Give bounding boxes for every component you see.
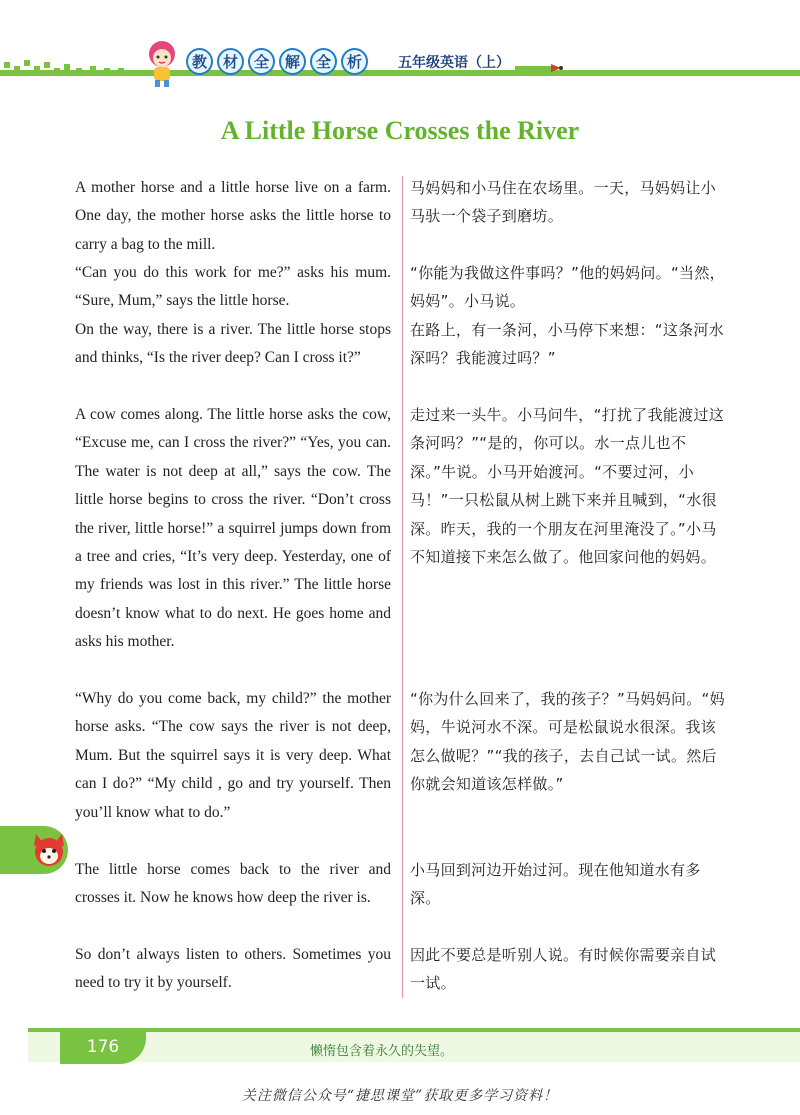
grade-label: 五年级英语（上） [398, 55, 510, 71]
series-char: 全 [248, 48, 275, 75]
column-divider [402, 176, 403, 998]
checker-decoration-icon [0, 56, 140, 76]
series-char: 解 [279, 48, 306, 75]
english-paragraph: The little horse comes back to the river and crosses it. Now he knows how deep the river is. [75, 861, 391, 907]
series-title-badges [186, 48, 368, 78]
chinese-paragraph: 因此不要总是听别人说。有时候你需要亲自试一试。 [410, 946, 717, 993]
english-paragraph: So don’t always listen to others. Sometimes you need to try it by yourself. [75, 946, 391, 992]
chinese-paragraph: “你为什么回来了，我的孩子？”马妈妈问。“妈妈，牛说河水不深。可是松鼠说水很深。我该怎么做呢？”“我的孩子，去自己试一试。然后你就会知道该怎样做。” [410, 690, 725, 794]
series-char: 教 [186, 48, 213, 75]
english-paragraph: “Can you do this work for me?” asks his mum. “Sure, Mum,” says the little horse. [75, 264, 391, 310]
page-number-tab [60, 1030, 146, 1064]
english-paragraph: A cow comes along. The little horse asks the cow, “Excuse me, can I cross the river?” “Yes, you can. The water is not deep at all,” says the cow. The little horse begins to cross the river. “Don’t cross the river, little horse!” a squirrel jumps down from a tree and cries, “It’s very deep. Yesterday, one of my friends was lost in this river.” The little horse doesn’t know what to do next. He goes home and asks his mother. [75, 406, 391, 651]
chinese-paragraph: “你能为我做这件事吗？”他的妈妈问。“当然，妈妈”。小马说。 [410, 264, 725, 311]
pencil-icon [515, 61, 565, 75]
chinese-paragraph: 在路上，有一条河，小马停下来想：“这条河水深吗？我能渡过吗？” [410, 321, 725, 368]
chinese-paragraph: 马妈妈和小马住在农场里。一天，马妈妈让小马驮一个袋子到磨坊。 [410, 179, 717, 226]
series-char: 析 [341, 48, 368, 75]
story-title: A Little Horse Crosses the River [220, 116, 580, 145]
page-number: 176 [86, 1037, 120, 1057]
chinese-paragraph: 小马回到河边开始过河。现在他知道水有多深。 [410, 861, 701, 908]
series-char: 材 [217, 48, 244, 75]
english-paragraph: On the way, there is a river. The little horse stops and thinks, “Is the river deep? Can I cross it?” [75, 321, 391, 367]
english-paragraph: A mother horse and a little horse live on a farm. One day, the mother horse asks the little horse to carry a bag to the mill. [75, 179, 391, 253]
english-paragraph: “Why do you come back, my child?” the mother horse asks. “The cow says the river is not deep, Mum. But the squirrel says it is very deep. What can I do?” “My child , go and try yourself. Then you’ll know what to do.” [75, 690, 391, 821]
girl-mascot-icon [140, 38, 186, 88]
fox-mascot-icon [30, 830, 68, 870]
series-char: 全 [310, 48, 337, 75]
chinese-paragraph: 走过来一头牛。小马问牛，“打扰了我能渡过这条河吗？”“是的，你可以。水一点儿也不深。”牛说。小马开始渡河。“不要过河，小马！”一只松鼠从树上跳下来并且喊到，“水很深。昨天，我的一个朋友在河里淹没了。”小马不知道接下来怎么做了。他回家问他的妈妈。 [410, 406, 725, 567]
footer-motto: 懒惰包含着永久的失望。 [310, 1044, 454, 1059]
watermark-text: 关注微信公众号“捷思课堂”获取更多学习资料！ [241, 1088, 559, 1104]
